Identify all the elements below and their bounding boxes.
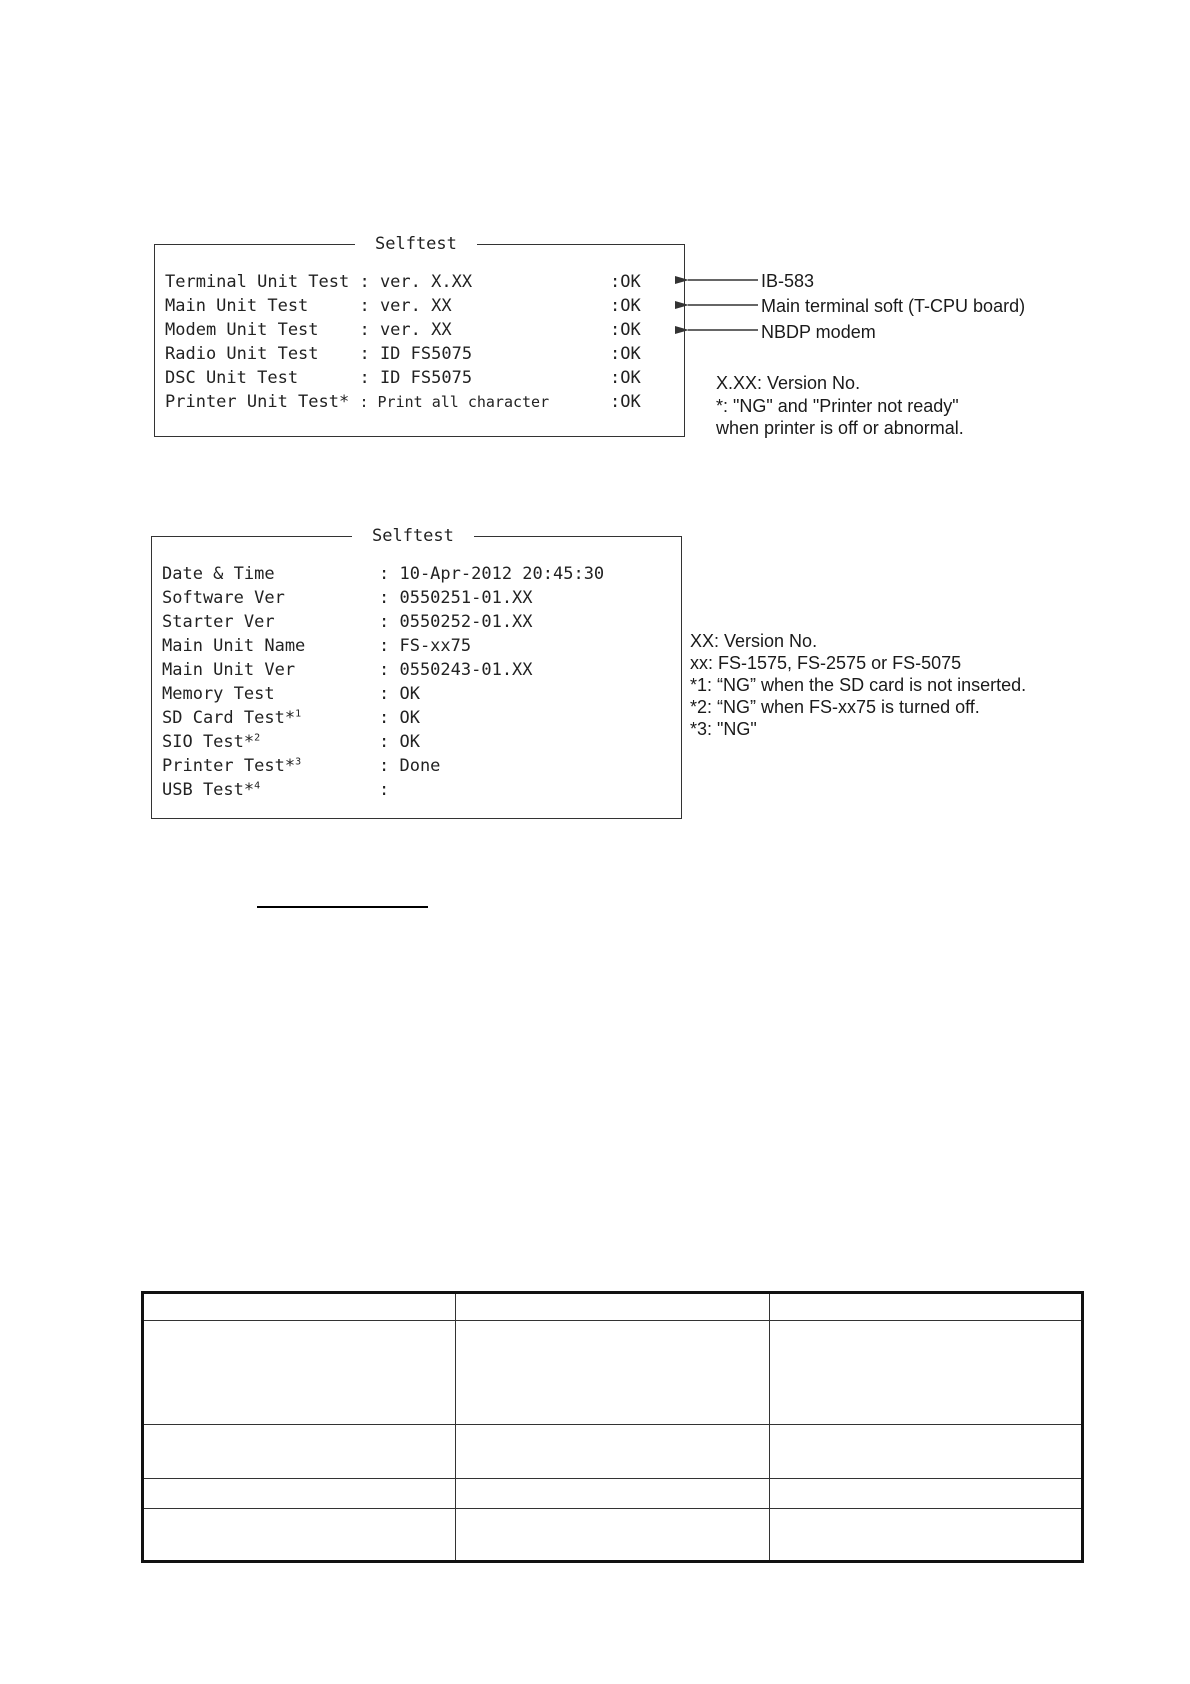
- note-2-1: xx: FS-1575, FS-2575 or FS-5075: [690, 653, 962, 673]
- row-value: : ver. XX: [359, 320, 452, 340]
- row-value: : ver. XX: [359, 296, 452, 316]
- table-cell: [456, 1321, 769, 1425]
- table-cell: [143, 1425, 456, 1479]
- selftest2-value: : 10-Apr-2012 20:45:30: [379, 564, 605, 584]
- callout-nbdp-modem: NBDP modem: [761, 322, 876, 342]
- table-row: [143, 1479, 1083, 1509]
- selftest1-status: :OK: [610, 344, 641, 364]
- row-value: : Print all character: [359, 393, 550, 411]
- table-cell: [456, 1509, 769, 1562]
- row-value: : ver. X.XX: [359, 272, 473, 292]
- table-cell: [143, 1479, 456, 1509]
- table-cell: [456, 1479, 769, 1509]
- selftest2-value: : 0550251-01.XX: [379, 588, 533, 608]
- selftest2-label: Main Unit Name: [162, 636, 306, 656]
- row-label: DSC Unit Test: [165, 368, 360, 388]
- row-label: Printer Unit Test*: [165, 392, 360, 412]
- table-cell: [456, 1293, 769, 1321]
- selftest2-value: :: [379, 780, 390, 800]
- note-version: X.XX: Version No.: [716, 373, 861, 393]
- row-value: : ID FS5075: [359, 344, 473, 364]
- selftest-title: Selftest: [352, 525, 474, 547]
- selftest2-value: : OK: [379, 732, 420, 752]
- selftest2-label: Software Ver: [162, 588, 285, 608]
- note-2-0: XX: Version No.: [690, 631, 818, 651]
- table-cell: [769, 1479, 1082, 1509]
- table-row: [143, 1425, 1083, 1479]
- row-value: : ID FS5075: [359, 368, 473, 388]
- callout-ib583: IB-583: [761, 271, 815, 291]
- selftest1-status: :OK: [610, 320, 641, 340]
- note-2-4: *3: "NG": [690, 719, 757, 739]
- note-printer-off: when printer is off or abnormal.: [716, 418, 964, 438]
- note-printer-ng: *: "NG" and "Printer not ready": [716, 396, 959, 416]
- note-2-2: *1: “NG” when the SD card is not inserted.: [690, 675, 1027, 695]
- heading-underline: [257, 906, 428, 908]
- selftest1-status: :OK: [610, 392, 641, 412]
- selftest2-label: Memory Test: [162, 684, 275, 704]
- selftest2-label: Main Unit Ver: [162, 660, 296, 680]
- table-cell: [769, 1321, 1082, 1425]
- table-cell: [143, 1509, 456, 1562]
- row-label: Terminal Unit Test: [165, 272, 360, 292]
- selftest2-label: Date & Time: [162, 564, 275, 584]
- selftest2-label: SD Card Test*$^1$: [162, 708, 302, 728]
- selftest2-value: : OK: [379, 708, 420, 728]
- table-cell: [769, 1293, 1082, 1321]
- table-row: [143, 1293, 1083, 1321]
- callout-main-terminal: Main terminal soft (T-CPU board): [761, 296, 1026, 316]
- table-cell: [143, 1293, 456, 1321]
- selftest2-value: : 0550252-01.XX: [379, 612, 533, 632]
- selftest2-label: Printer Test*$^3$: [162, 756, 302, 776]
- note-2-3: *2: “NG” when FS-xx75 is turned off.: [690, 697, 980, 717]
- selftest2-value: : Done: [379, 756, 441, 776]
- row-label: Modem Unit Test: [165, 320, 360, 340]
- selftest2-value: : FS-xx75: [379, 636, 472, 656]
- selftest1-status: :OK: [610, 272, 641, 292]
- blank-table: [141, 1291, 1084, 1563]
- table-cell: [769, 1509, 1082, 1562]
- selftest2-label: SIO Test*$^2$: [162, 732, 261, 752]
- table-row: [143, 1509, 1083, 1562]
- selftest-title: Selftest: [355, 233, 477, 255]
- selftest1-status: :OK: [610, 296, 641, 316]
- row-label: Main Unit Test: [165, 296, 360, 316]
- table-cell: [143, 1321, 456, 1425]
- row-label: Radio Unit Test: [165, 344, 360, 364]
- table-row: [143, 1321, 1083, 1425]
- selftest2-value: : 0550243-01.XX: [379, 660, 533, 680]
- selftest2-label: USB Test*$^4$: [162, 780, 261, 800]
- selftest2-label: Starter Ver: [162, 612, 275, 632]
- selftest1-status: :OK: [610, 368, 641, 388]
- selftest2-value: : OK: [379, 684, 420, 704]
- table-cell: [769, 1425, 1082, 1479]
- table-cell: [456, 1425, 769, 1479]
